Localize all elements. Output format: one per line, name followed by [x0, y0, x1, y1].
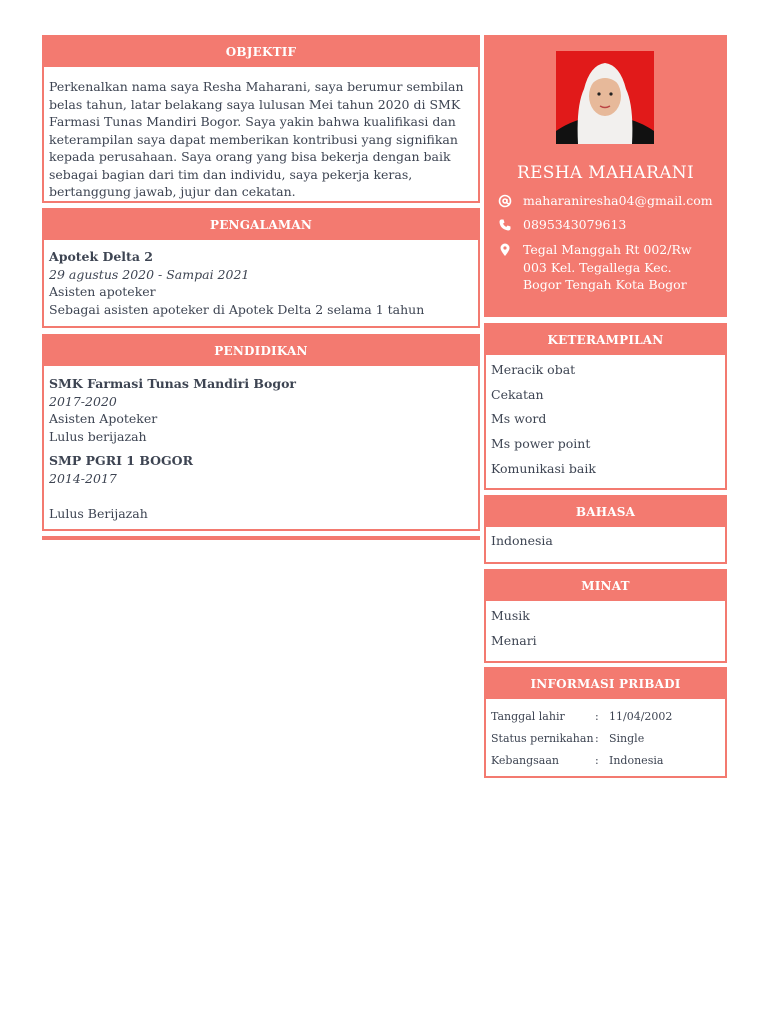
keterampilan-header: KETERAMPILAN [486, 325, 725, 355]
education-school: SMK Farmasi Tunas Mandiri Bogor [49, 376, 297, 391]
skill-item: Ms power point [491, 436, 591, 452]
info-row [491, 710, 721, 726]
profile-card [484, 35, 727, 317]
education-note: Lulus berijazah [49, 428, 147, 444]
info-row [491, 732, 721, 748]
info-row [491, 754, 721, 770]
education-school: SMP PGRI 1 BOGOR [49, 453, 193, 468]
education-period: 2014-2017 [49, 470, 117, 486]
bahasa-header: BAHASA [486, 497, 725, 527]
pendidikan-header: PENDIDIKAN [44, 336, 478, 366]
email-value[interactable]: maharaniresha04@gmail.com [523, 193, 713, 208]
education-period: 2017-2020 [49, 393, 117, 409]
informasi-pribadi-header: INFORMASI PRIBADI [486, 669, 725, 699]
bahasa-section [484, 495, 727, 564]
info-separator: : [595, 754, 599, 767]
skill-item: Meracik obat [491, 362, 576, 377]
education-note: Lulus Berijazah [49, 505, 148, 521]
info-separator: : [595, 710, 599, 723]
info-value: Indonesia [609, 754, 664, 767]
skill-item: Ms word [491, 411, 547, 427]
language-item: Indonesia [491, 533, 553, 548]
phone-value[interactable]: 0895343079613 [523, 217, 627, 232]
left-column-divider [42, 536, 480, 540]
skill-item: Cekatan [491, 386, 544, 402]
experience-description: Sebagai asisten apoteker di Apotek Delta 2 selama 1 tahun [49, 301, 425, 317]
keterampilan-section [484, 323, 727, 490]
minat-header: MINAT [486, 571, 725, 601]
info-label: Tanggal lahir [491, 710, 565, 723]
skill-item: Komunikasi baik [491, 460, 596, 476]
phone-icon [498, 218, 512, 232]
pendidikan-section [42, 334, 480, 531]
objektif-header: OBJEKTIF [44, 37, 478, 67]
interest-item: Menari [491, 632, 537, 648]
minat-section [484, 569, 727, 663]
at-icon [498, 194, 512, 208]
education-major: Asisten Apoteker [49, 411, 158, 426]
objektif-text: Perkenalkan nama saya Resha Maharani, saya berumur sembilan belas tahun, latar belakang saya lulusan Mei tahun 2020 di SMK Farmasi Tunas Mandiri Bogor. Saya yakin bahwa kualifikasi dan keterampilan saya dapat memberikan kontribusi yang signifikan kepada perusahaan. Saya orang yang bisa bekerja dengan baik sebagai bagian dari tim dan individu, saya pekerja keras, bertanggung jawab, jujur dan cekatan. [49, 79, 464, 199]
experience-period: 29 agustus 2020 - Sampai 2021 [49, 266, 250, 282]
pengalaman-section [42, 208, 480, 328]
informasi-pribadi-section [484, 667, 727, 778]
experience-company: Apotek Delta 2 [49, 249, 153, 264]
interest-item: Musik [491, 608, 530, 623]
address-value: Tegal Manggah Rt 002/Rw 003 Kel. Tegallega Kec. Bogor Tengah Kota Bogor [523, 242, 692, 292]
location-pin-icon [498, 243, 512, 257]
info-label: Status pernikahan [491, 732, 594, 745]
objektif-section [42, 35, 480, 203]
info-value: Single [609, 732, 645, 745]
info-separator: : [595, 732, 599, 745]
profile-photo [556, 51, 654, 144]
profile-name: RESHA MAHARANI [516, 163, 694, 183]
experience-role: Asisten apoteker [49, 284, 156, 299]
info-label: Kebangsaan [491, 754, 560, 767]
pengalaman-header: PENGALAMAN [44, 210, 478, 240]
info-value: 11/04/2002 [609, 710, 673, 723]
